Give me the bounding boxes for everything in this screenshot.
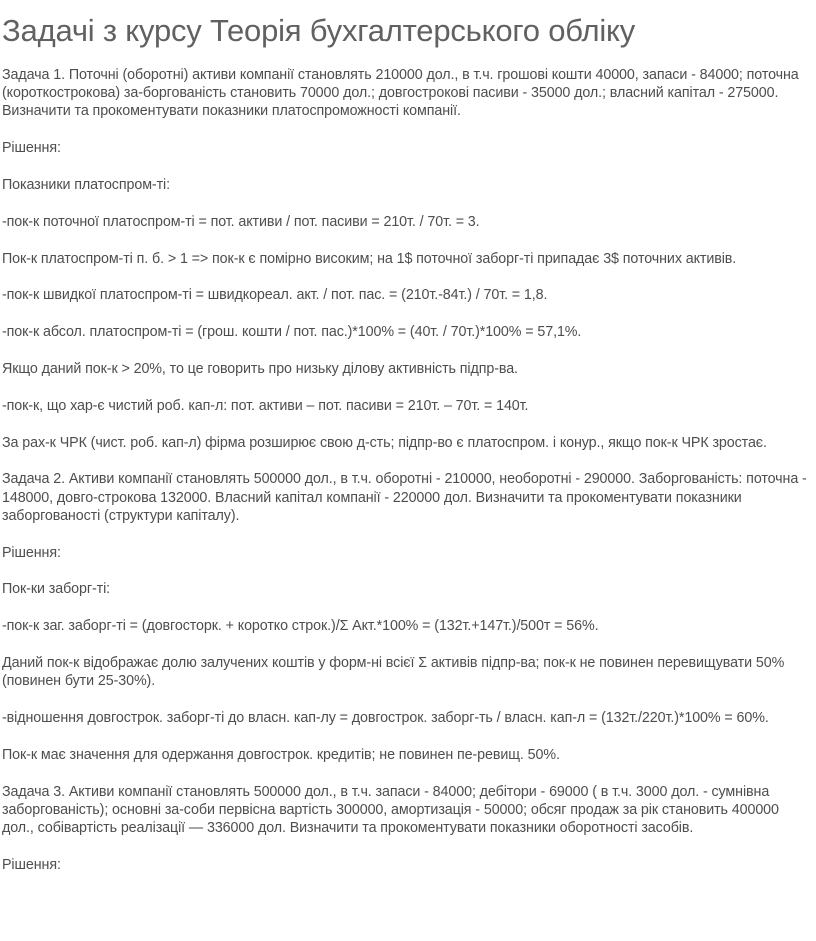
formula-line: -відношення довгострок. заборг-ті до власн. кап-лу = довгострок. заборг-ть / власн. кап-л = (132т./220т.)*100% = 60%. bbox=[2, 709, 769, 726]
formula-line: -пок-к поточної платоспром-ті = пот. активи / пот. пасиви = 210т. / 70т. = 3. bbox=[2, 213, 480, 230]
solution-label: Рішення: bbox=[2, 544, 61, 561]
comment-line: За рах-к ЧРК (чист. роб. кап-л) фірма розширює свою д-сть; підпр-во є платоспром. і конур., якщо пок-к ЧРК зростає. bbox=[2, 434, 767, 451]
comment-line: Пок-к має значення для одержання довгострок. кредитів; не повинен пе-ревищ. 50%. bbox=[2, 746, 560, 763]
section-heading: Пок-ки заборг-ті: bbox=[2, 581, 111, 598]
formula-line: -пок-к абсол. платоспром-ті = (грош. кошти / пот. пас.)*100% = (40т. / 70т.)*100% = 57,1%. bbox=[2, 324, 582, 341]
comment-line: Даний пок-к відображає долю залучених коштів у форм-ні всієї Σ активів підпр-ва; пок-к не повинен перевищувати 50% (повинен бути 25-30%). bbox=[2, 654, 785, 690]
formula-line: -пок-к швидкої платоспром-ті = швидкореал. акт. / пот. пас. = (210т.-84т.) / 70т. = 1,8. bbox=[2, 287, 548, 304]
solution-label: Рішення: bbox=[2, 856, 61, 873]
formula-line: -пок-к, що хар-є чистий роб. кап-л: пот. активи – пот. пасиви = 210т. – 70т. = 140т. bbox=[2, 397, 529, 414]
task-1-statement: Задача 1. Поточні (оборотні) активи компанії становлять 210000 дол., в т.ч. грошові кошти 40000, запаси - 84000; поточна (короткострокова) за-боргованість становить 70000 дол.; довгострокові пасиви - 35000 дол.; власний капітал - 275000. Визначити та прокоментувати показники платоспроможності компанії. bbox=[2, 67, 799, 120]
section-heading: Показники платоспром-ті: bbox=[2, 177, 170, 193]
formula-line: -пок-к заг. заборг-ті = (довгосторк. + коротко строк.)/Σ Акт.*100% = (132т.+147т.)/500т = 56%. bbox=[2, 618, 599, 635]
task-3-statement: Задача 3. Активи компанії становлять 500000 дол., в т.ч. запаси - 84000; дебітори - 69000 ( в т.ч. 3000 дол. - сумнівна заборгованість); основні за-соби первісна вартість 300000, амортизація - 50000; обсяг продаж за рік становить 400000 дол., собівартість реалізації — 336000 дол. Визначити та прокоментувати показники оборотності засобів. bbox=[2, 783, 779, 836]
comment-line: Якщо даний пок-к > 20%, то це говорить про низьку ділову активність підпр-ва. bbox=[2, 360, 518, 377]
solution-label: Рішення: bbox=[2, 140, 61, 157]
page-title: Задачі з курсу Теорія бухгалтерського обліку bbox=[2, 13, 636, 48]
task-2-statement: Задача 2. Активи компанії становлять 500000 дол., в т.ч. оборотні - 210000, необоротні - 290000. Заборгованість: поточна - 148000, довго-строкова 132000. Власний капітал компанії - 220000 дол. Визначити та прокоментувати показники заборгованості (структури капіталу). bbox=[2, 471, 807, 524]
comment-line: Пок-к платоспром-ті п. б. > 1 => пок-к є помірно високим; на 1$ поточної заборг-ті припадає 3$ поточних активів. bbox=[2, 250, 737, 267]
